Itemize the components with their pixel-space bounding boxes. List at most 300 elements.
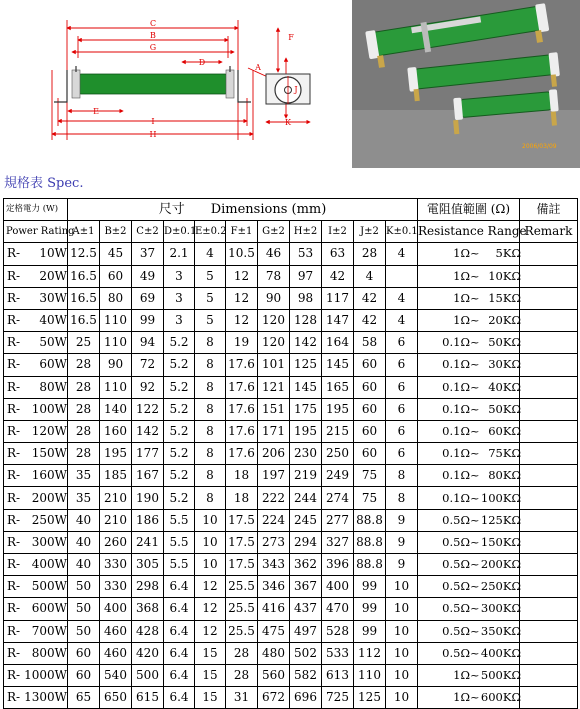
model-prefix: R- — [7, 423, 21, 438]
dimension-cell: 400 — [322, 576, 354, 598]
range-separator: ~ — [470, 601, 480, 616]
range-separator: ~ — [470, 379, 480, 394]
dimension-cell: 274 — [322, 487, 354, 509]
dimension-cell: 437 — [290, 598, 322, 620]
resistance-max: 75KΩ — [488, 446, 521, 461]
dimension-cell: 60 — [354, 398, 386, 420]
table-row — [4, 487, 578, 509]
remark-cell — [520, 243, 578, 265]
dimension-cell: 6 — [386, 420, 418, 442]
model-cell — [4, 598, 68, 620]
dimension-cell: 28 — [68, 420, 100, 442]
dimension-cell: 142 — [290, 332, 322, 354]
resistance-min: 0.1Ω — [442, 401, 470, 416]
range-separator: ~ — [470, 623, 480, 638]
dimension-cell: 94 — [132, 332, 164, 354]
dimension-cell: 10 — [386, 642, 418, 664]
model-prefix: R- — [7, 579, 21, 594]
dimension-cell: 110 — [354, 664, 386, 686]
resistance-min: 0.5Ω — [442, 512, 470, 527]
resistance-range-cell — [418, 287, 520, 309]
label-g: G — [149, 43, 157, 52]
resistance-max: 5KΩ — [495, 246, 521, 261]
model-wattage: 250W — [31, 512, 67, 527]
column-header: D±0.1 — [164, 221, 195, 243]
dimension-cell: 9 — [386, 531, 418, 553]
dimension-cell: 10 — [195, 531, 226, 553]
header-remark: Remark — [520, 221, 578, 243]
table-row — [4, 598, 578, 620]
dimension-cell: 18 — [226, 465, 258, 487]
dimension-cell: 45 — [100, 243, 132, 265]
dimension-cell: 245 — [290, 509, 322, 531]
dimension-cell: 428 — [132, 620, 164, 642]
dimension-cell: 224 — [258, 509, 290, 531]
dimension-cell: 50 — [68, 620, 100, 642]
column-header: I±2 — [322, 221, 354, 243]
resistance-range-cell — [418, 664, 520, 686]
product-figures — [0, 0, 580, 170]
dimension-cell: 17.6 — [226, 420, 258, 442]
dimension-cell: 343 — [258, 554, 290, 576]
dimension-cell: 25.5 — [226, 620, 258, 642]
dimension-cell: 92 — [132, 376, 164, 398]
dimension-cell: 15 — [195, 642, 226, 664]
column-header: A±1 — [68, 221, 100, 243]
dimension-cell: 4 — [195, 243, 226, 265]
dimension-cell: 112 — [354, 642, 386, 664]
remark-cell — [520, 554, 578, 576]
model-wattage: 800W — [31, 645, 67, 660]
table-row — [4, 309, 578, 331]
range-separator: ~ — [470, 645, 480, 660]
range-separator: ~ — [470, 690, 480, 705]
resistance-max: 100KΩ — [480, 490, 521, 505]
resistance-min: 0.1Ω — [442, 379, 470, 394]
resistance-max: 20KΩ — [488, 313, 521, 328]
dimension-cell: 12 — [226, 265, 258, 287]
dimension-cell: 35 — [68, 487, 100, 509]
resistance-min: 1Ω — [453, 313, 470, 328]
dimension-cell: 8 — [195, 420, 226, 442]
dimension-cell: 122 — [132, 398, 164, 420]
dimension-cell: 69 — [132, 287, 164, 309]
resistance-min: 0.1Ω — [442, 357, 470, 372]
range-separator: ~ — [470, 246, 480, 261]
dimension-cell: 18 — [226, 487, 258, 509]
resistance-max: 600KΩ — [480, 690, 521, 705]
dimension-cell: 99 — [132, 309, 164, 331]
dimension-cell: 28 — [68, 376, 100, 398]
table-row — [4, 376, 578, 398]
dimension-cell: 110 — [100, 309, 132, 331]
range-separator: ~ — [470, 468, 480, 483]
header-row-1 — [4, 199, 578, 221]
model-wattage: 700W — [31, 623, 67, 638]
dimension-cell: 613 — [322, 664, 354, 686]
table-row — [4, 664, 578, 686]
dimension-cell: 368 — [132, 598, 164, 620]
dimension-cell: 3 — [164, 287, 195, 309]
dimension-cell: 230 — [290, 443, 322, 465]
dimension-cell: 12 — [195, 576, 226, 598]
dimension-cell: 8 — [195, 487, 226, 509]
dimension-cell: 99 — [354, 598, 386, 620]
model-prefix: R- — [7, 335, 21, 350]
dimension-cell: 40 — [68, 509, 100, 531]
dimension-cell: 46 — [258, 243, 290, 265]
dimension-cell: 10.5 — [226, 243, 258, 265]
resistance-max: 300KΩ — [480, 601, 521, 616]
range-separator: ~ — [470, 512, 480, 527]
dimension-cell: 97 — [290, 265, 322, 287]
dimension-cell: 6.4 — [164, 664, 195, 686]
model-cell — [4, 465, 68, 487]
dimension-cell: 125 — [290, 354, 322, 376]
table-row — [4, 642, 578, 664]
table-row — [4, 265, 578, 287]
dimension-cell: 19 — [226, 332, 258, 354]
dimension-cell: 25.5 — [226, 576, 258, 598]
dimension-cell: 6 — [386, 376, 418, 398]
dimension-cell: 8 — [195, 465, 226, 487]
dimension-cell: 185 — [100, 465, 132, 487]
dimension-cell: 219 — [290, 465, 322, 487]
label-j: J — [294, 85, 298, 94]
dimension-cell: 298 — [132, 576, 164, 598]
dimension-cell: 60 — [68, 664, 100, 686]
column-header: J±2 — [354, 221, 386, 243]
dimension-cell: 582 — [290, 664, 322, 686]
model-prefix: R- — [7, 290, 21, 305]
dimension-cell: 195 — [290, 420, 322, 442]
table-row — [4, 465, 578, 487]
dimension-cell: 528 — [322, 620, 354, 642]
resistance-max: 80KΩ — [488, 468, 521, 483]
dimension-cell: 6 — [386, 443, 418, 465]
resistance-max: 15KΩ — [488, 290, 521, 305]
resistance-range-cell — [418, 443, 520, 465]
dimension-cell: 120 — [258, 309, 290, 331]
dimension-cell: 12.5 — [68, 243, 100, 265]
dimension-cell: 16.5 — [68, 309, 100, 331]
table-row — [4, 620, 578, 642]
dimension-cell: 416 — [258, 598, 290, 620]
dimension-cell: 210 — [100, 509, 132, 531]
spec-table — [3, 198, 578, 709]
label-a: A — [255, 63, 261, 72]
column-header: K±0.1 — [386, 221, 418, 243]
photo-date-stamp: 2006/03/09 — [522, 143, 557, 150]
resistance-max: 250KΩ — [480, 579, 521, 594]
resistance-min: 0.5Ω — [442, 579, 470, 594]
model-prefix: R- — [7, 690, 21, 705]
dimension-cell: 5 — [195, 309, 226, 331]
dimension-cell: 42 — [354, 287, 386, 309]
resistance-range-cell — [418, 687, 520, 709]
table-row — [4, 531, 578, 553]
remark-cell — [520, 598, 578, 620]
dimension-cell: 35 — [68, 465, 100, 487]
resistance-min: 0.1Ω — [442, 335, 470, 350]
remark-cell — [520, 398, 578, 420]
dimension-cell: 160 — [100, 420, 132, 442]
dimension-cell: 8 — [195, 332, 226, 354]
model-prefix: R- — [7, 645, 21, 660]
resistance-range-cell — [418, 243, 520, 265]
dimension-cell: 5.2 — [164, 465, 195, 487]
dimension-cell: 250 — [322, 443, 354, 465]
resistance-range-cell — [418, 509, 520, 531]
dimension-cell: 12 — [195, 598, 226, 620]
model-cell — [4, 687, 68, 709]
dimension-cell: 140 — [100, 398, 132, 420]
range-separator: ~ — [470, 579, 480, 594]
dimension-cell: 502 — [290, 642, 322, 664]
model-cell — [4, 243, 68, 265]
remark-cell — [520, 509, 578, 531]
dimension-cell: 6.4 — [164, 620, 195, 642]
remark-cell — [520, 620, 578, 642]
dimension-cell: 17.6 — [226, 443, 258, 465]
dimension-cell: 40 — [68, 554, 100, 576]
header-rated-power: 定格電力 (W) — [4, 199, 68, 221]
dimension-cell: 650 — [100, 687, 132, 709]
table-row — [4, 420, 578, 442]
label-e: E — [93, 107, 99, 116]
dimension-cell: 151 — [258, 398, 290, 420]
resistance-max: 400KΩ — [480, 645, 521, 660]
dimension-cell: 60 — [354, 354, 386, 376]
dimension-cell: 8 — [195, 376, 226, 398]
resistance-min: 1Ω — [453, 268, 470, 283]
dimension-cell: 60 — [354, 376, 386, 398]
model-wattage: 200W — [31, 490, 67, 505]
dimension-cell: 696 — [290, 687, 322, 709]
dimension-cell: 5.2 — [164, 420, 195, 442]
dimension-cell: 10 — [386, 576, 418, 598]
dimension-cell: 50 — [68, 576, 100, 598]
dimension-cell: 215 — [322, 420, 354, 442]
dimension-cell: 53 — [290, 243, 322, 265]
dimension-cell: 17.5 — [226, 509, 258, 531]
model-prefix: R- — [7, 468, 21, 483]
dimension-cell: 98 — [290, 287, 322, 309]
dimension-cell: 110 — [100, 332, 132, 354]
resistance-range-cell — [418, 576, 520, 598]
table-row — [4, 687, 578, 709]
range-separator: ~ — [470, 557, 480, 572]
dimension-cell: 672 — [258, 687, 290, 709]
resistance-max: 200KΩ — [480, 557, 521, 572]
model-cell — [4, 531, 68, 553]
dimension-cell: 725 — [322, 687, 354, 709]
dimension-cell: 145 — [290, 376, 322, 398]
dimension-cell: 110 — [100, 376, 132, 398]
model-wattage: 10W — [39, 246, 67, 261]
dimension-cell: 330 — [100, 554, 132, 576]
dimension-cell: 164 — [322, 332, 354, 354]
dimension-cell: 88.8 — [354, 554, 386, 576]
dimension-cell: 186 — [132, 509, 164, 531]
dimension-cell: 273 — [258, 531, 290, 553]
dimension-cell: 3 — [164, 309, 195, 331]
dimension-cell: 80 — [100, 287, 132, 309]
dimension-cell: 6.4 — [164, 598, 195, 620]
dimension-cell: 121 — [258, 376, 290, 398]
model-cell — [4, 420, 68, 442]
dimension-cell: 12 — [226, 309, 258, 331]
resistance-range-cell — [418, 554, 520, 576]
dimension-cell: 294 — [290, 531, 322, 553]
dimension-cell: 5.5 — [164, 554, 195, 576]
dimension-cell: 6 — [386, 332, 418, 354]
resistance-range-cell — [418, 598, 520, 620]
resistance-range-cell — [418, 531, 520, 553]
dimension-cell: 400 — [100, 598, 132, 620]
remark-cell — [520, 487, 578, 509]
remark-cell — [520, 531, 578, 553]
remark-cell — [520, 687, 578, 709]
dimension-cell: 249 — [322, 465, 354, 487]
dimension-cell: 5.5 — [164, 531, 195, 553]
remark-cell — [520, 287, 578, 309]
dimension-cell: 6.4 — [164, 642, 195, 664]
dimension-cell: 327 — [322, 531, 354, 553]
model-prefix: R- — [7, 557, 21, 572]
dimension-cell: 241 — [132, 531, 164, 553]
dimension-cell: 367 — [290, 576, 322, 598]
dimension-cell: 190 — [132, 487, 164, 509]
model-prefix: R- — [7, 490, 21, 505]
dimension-cell: 15 — [195, 687, 226, 709]
range-separator: ~ — [470, 357, 480, 372]
dimension-cell: 142 — [132, 420, 164, 442]
table-row — [4, 332, 578, 354]
dimension-cell: 396 — [322, 554, 354, 576]
dimension-cell: 16.5 — [68, 287, 100, 309]
model-cell — [4, 642, 68, 664]
dimension-cell: 197 — [258, 465, 290, 487]
resistance-range-cell — [418, 642, 520, 664]
remark-cell — [520, 420, 578, 442]
dimension-cell: 2.1 — [164, 243, 195, 265]
remark-cell — [520, 642, 578, 664]
dimension-cell: 222 — [258, 487, 290, 509]
dimension-cell: 10 — [195, 509, 226, 531]
model-prefix: R- — [7, 623, 21, 638]
model-cell — [4, 576, 68, 598]
dimension-cell: 17.5 — [226, 531, 258, 553]
model-wattage: 600W — [31, 601, 67, 616]
dimension-cell: 195 — [322, 398, 354, 420]
header-remark-cn: 備註 — [520, 199, 578, 221]
dimension-cell: 28 — [68, 354, 100, 376]
column-header: G±2 — [258, 221, 290, 243]
spec-table-body — [4, 243, 578, 709]
dimension-cell: 470 — [322, 598, 354, 620]
dimension-cell: 50 — [68, 598, 100, 620]
range-separator: ~ — [470, 534, 480, 549]
dimension-cell: 99 — [354, 576, 386, 598]
dimension-cell: 60 — [100, 265, 132, 287]
dimension-cell: 147 — [322, 309, 354, 331]
column-header: E±0.2 — [195, 221, 226, 243]
label-k: K — [285, 118, 291, 127]
resistance-min: 1Ω — [453, 290, 470, 305]
column-header: F±1 — [226, 221, 258, 243]
dimension-cell: 60 — [68, 642, 100, 664]
dimension-cell: 6.4 — [164, 687, 195, 709]
dimension-cell: 475 — [258, 620, 290, 642]
table-row — [4, 354, 578, 376]
resistance-min: 0.5Ω — [442, 557, 470, 572]
resistance-range-cell — [418, 309, 520, 331]
dimension-cell: 15 — [195, 664, 226, 686]
resistance-min: 1Ω — [453, 246, 470, 261]
label-d: D — [198, 58, 206, 67]
resistance-min: 1Ω — [453, 690, 470, 705]
header-row-2 — [4, 221, 578, 243]
model-cell — [4, 554, 68, 576]
model-prefix: R- — [7, 534, 21, 549]
dimension-cell: 101 — [258, 354, 290, 376]
dimension-cell: 25.5 — [226, 598, 258, 620]
resistance-min: 1Ω — [453, 668, 470, 683]
dimension-cell: 9 — [386, 554, 418, 576]
dimension-cell: 90 — [258, 287, 290, 309]
label-b: B — [150, 31, 156, 40]
model-prefix: R- — [7, 512, 21, 527]
dimension-cell: 9 — [386, 509, 418, 531]
dimension-cell: 5.2 — [164, 487, 195, 509]
resistance-range-cell — [418, 265, 520, 287]
dimension-cell: 99 — [354, 620, 386, 642]
dimension-cell: 210 — [100, 487, 132, 509]
dimension-cell: 49 — [132, 265, 164, 287]
resistance-range-cell — [418, 620, 520, 642]
table-row — [4, 509, 578, 531]
model-cell — [4, 287, 68, 309]
resistance-max: 40KΩ — [488, 379, 521, 394]
model-cell — [4, 309, 68, 331]
resistance-min: 0.1Ω — [442, 423, 470, 438]
table-row — [4, 576, 578, 598]
dimension-cell: 78 — [258, 265, 290, 287]
dimension-cell: 4 — [386, 243, 418, 265]
remark-cell — [520, 465, 578, 487]
resistance-max: 350KΩ — [480, 623, 521, 638]
range-separator: ~ — [470, 423, 480, 438]
dimension-cell: 480 — [258, 642, 290, 664]
range-separator: ~ — [470, 290, 480, 305]
dimension-cell: 5.2 — [164, 332, 195, 354]
model-prefix: R- — [7, 446, 21, 461]
column-header: B±2 — [100, 221, 132, 243]
resistance-range-cell — [418, 354, 520, 376]
dimension-cell: 12 — [195, 620, 226, 642]
dimension-cell: 75 — [354, 465, 386, 487]
dimension-cell: 277 — [322, 509, 354, 531]
dimension-cell: 128 — [290, 309, 322, 331]
dimension-cell: 4 — [386, 287, 418, 309]
dimension-cell: 8 — [195, 443, 226, 465]
header-dimensions: 尺寸 Dimensions (mm) — [68, 199, 418, 221]
dimension-cell: 4 — [386, 309, 418, 331]
dimension-cell: 330 — [100, 576, 132, 598]
dimension-cell: 88.8 — [354, 509, 386, 531]
model-wattage: 40W — [39, 313, 67, 328]
